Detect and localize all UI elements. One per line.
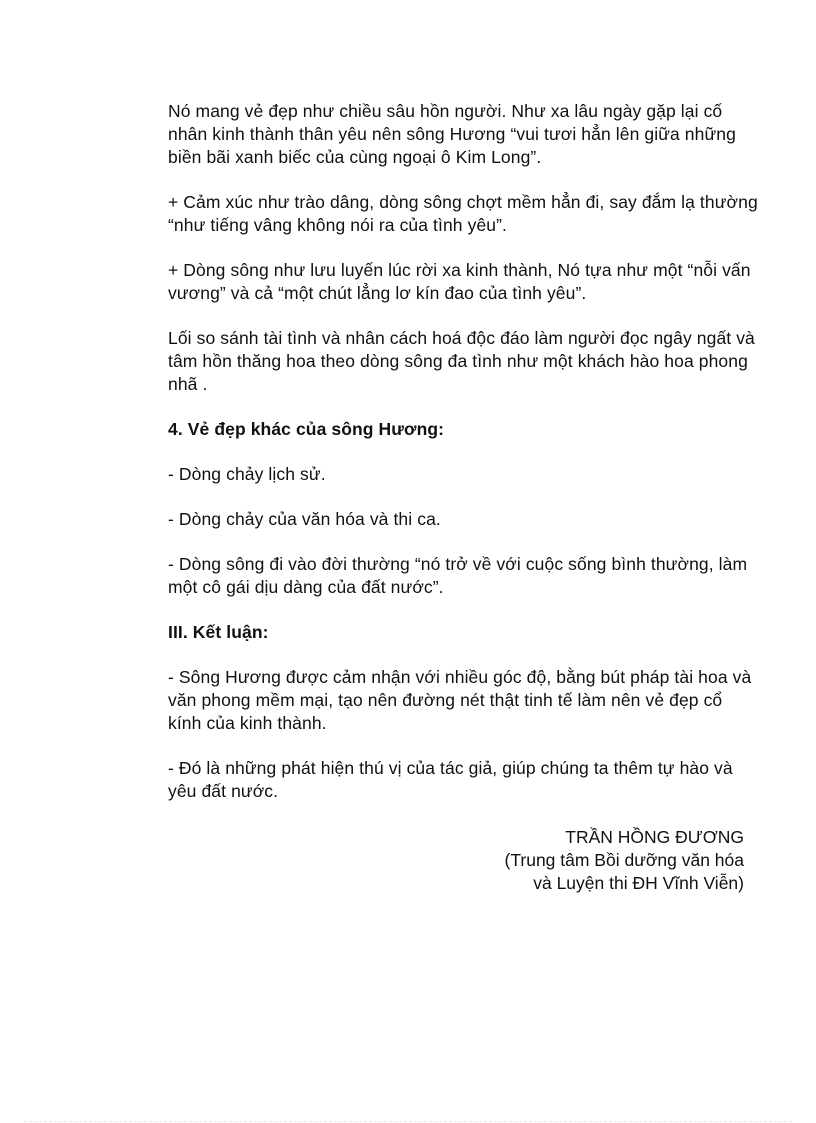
section-4-heading: 4. Vẻ đẹp khác của sông Hương:	[168, 419, 445, 439]
conclusion-heading: III. Kết luận:	[168, 622, 269, 642]
conclusion-item-perspective: - Sông Hương được cảm nhận với nhiều góc độ, bằng bút pháp tài hoa và văn phong mềm mại, tạo nên đường nét thật tinh tế làm nên vẻ đẹp cổ kính của kinh thành.	[168, 667, 752, 733]
section-4-item-culture: - Dòng chảy của văn hóa và thi ca.	[168, 509, 441, 529]
conclusion-item-discovery: - Đó là những phát hiện thú vị của tác giả, giúp chúng ta thêm tự hào và yêu đất nước.	[168, 758, 733, 801]
section-4-item-history: - Dòng chảy lịch sử.	[168, 464, 326, 484]
author-name: TRẦN HỒNG ĐƯƠNG	[565, 827, 744, 847]
author-affiliation-line-2: và Luyện thi ĐH Vĩnh Viễn)	[533, 873, 744, 893]
document-body	[168, 100, 758, 825]
section-4-item-daily-life: - Dòng sông đi vào đời thường “nó trở về với cuộc sống bình thường, làm một cô gái dịu dàng của đất nước”.	[168, 554, 748, 597]
signature-block	[505, 826, 744, 895]
paragraph-kim-long: Nó mang vẻ đẹp như chiều sâu hồn người. Như xa lâu ngày gặp lại cố nhân kinh thành thân yêu nên sông Hương “vui tươi hẳn lên giữa những biền bãi xanh biếc của cùng ngoại ô Kim Long”.	[168, 101, 736, 167]
author-affiliation-line-1: (Trung tâm Bồi dưỡng văn hóa	[504, 850, 744, 870]
paragraph-so-sanh: Lối so sánh tài tình và nhân cách hoá độc đáo làm người đọc ngây ngất và tâm hồn thăng hoa theo dòng sông đa tình như một khách hào hoa phong nhã .	[168, 328, 755, 394]
page-bottom-divider	[24, 1121, 792, 1122]
paragraph-cam-xuc: + Cảm xúc như trào dâng, dòng sông chợt mềm hẳn đi, say đắm lạ thường “như tiếng vâng không nói ra của tình yêu”.	[168, 192, 758, 235]
paragraph-luu-luyen: + Dòng sông như lưu luyến lúc rời xa kinh thành, Nó tựa như một “nỗi vấn vương” và cả “một chút lẳng lơ kín đao của tình yêu”.	[168, 260, 751, 303]
